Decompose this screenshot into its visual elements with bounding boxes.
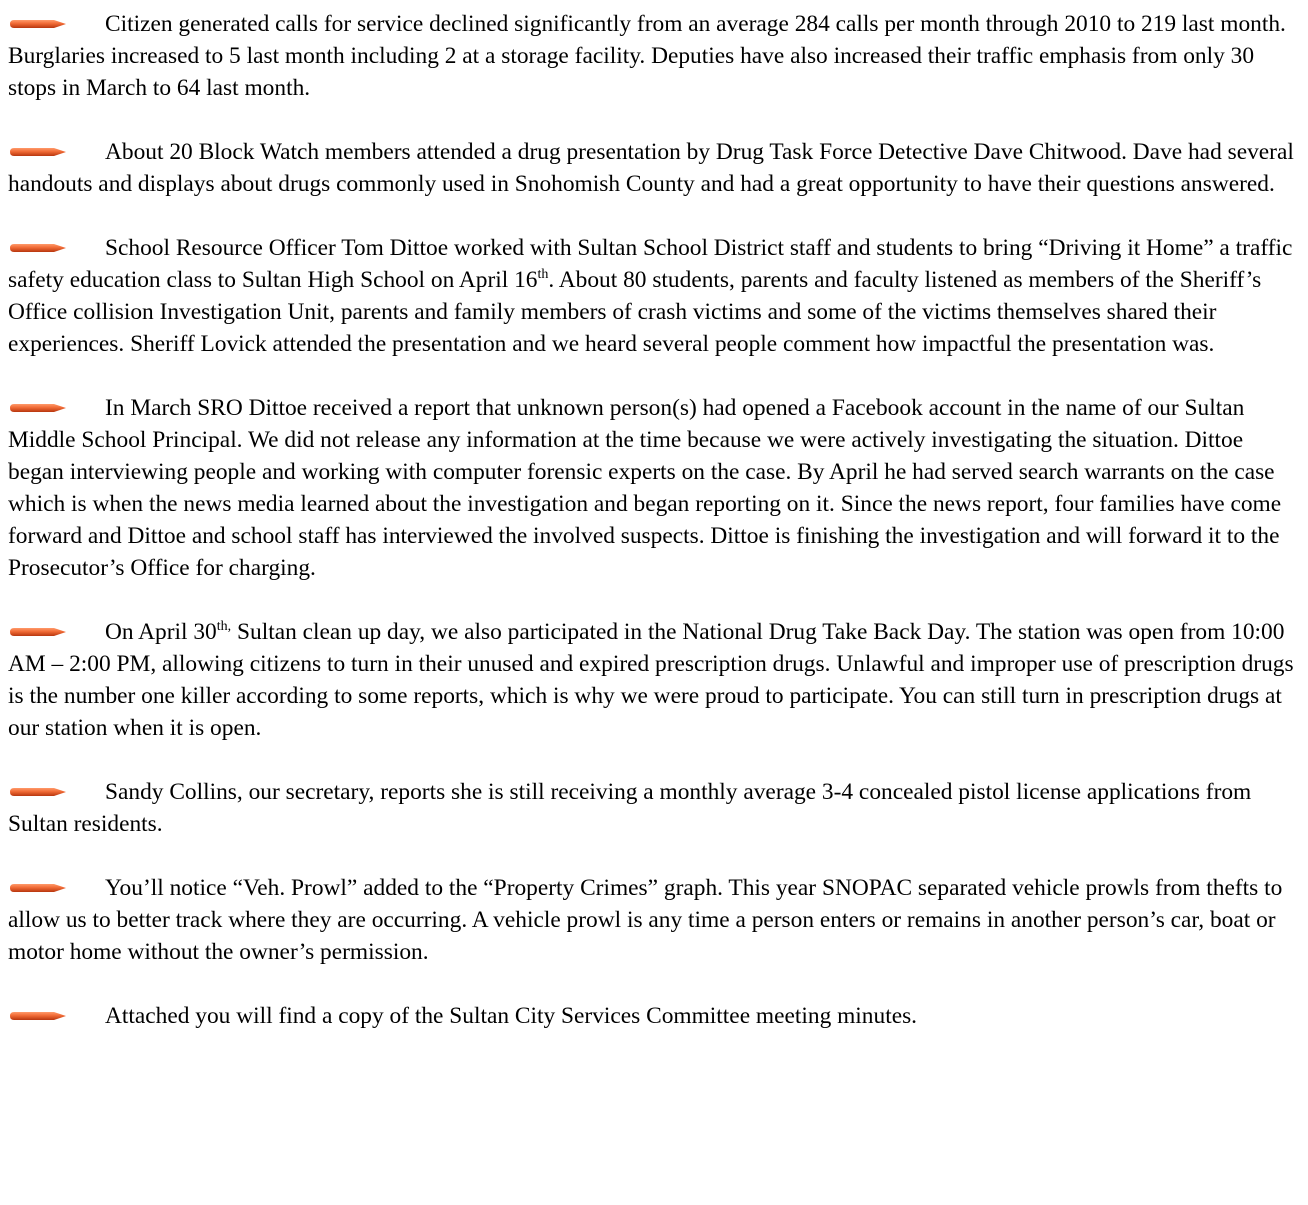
red-arrow-bullet-icon xyxy=(8,242,70,254)
bullet-item-text: About 20 Block Watch members attended a drug presentation by Drug Task Force Detective Dave Chitwood. Dave had several handouts and displays about drugs commonly used in Snohomish County and had a great opportunity to have their questions answered. xyxy=(8,139,1294,197)
bullet-item-calls-for-service xyxy=(8,8,1302,104)
bullet-item-drug-take-back xyxy=(8,616,1302,744)
bullet-item-text-continued: Sultan clean up day, we also participated in the National Drug Take Back Day. The station was open from 10:00 AM – 2:00 PM, allowing citizens to turn in their unused and expired prescription drugs. Unlawful and improper use of prescription drugs is the number one killer according to some reports, which is why we were proud to participate. You can still turn in prescription drugs at our station when it is open. xyxy=(8,619,1294,741)
red-arrow-bullet-icon xyxy=(8,626,70,638)
ordinal-suffix: th xyxy=(537,267,549,282)
bullet-item-meeting-minutes xyxy=(8,1000,1302,1032)
red-arrow-bullet-icon xyxy=(8,786,70,798)
bullet-item-text-continued: . About 80 students, parents and faculty listened as members of the Sheriff’s Office collision Investigation Unit, parents and family members of crash victims and some of the victims themselves shared their experiences. Sheriff Lovick attended the presentation and we heard several people comment how impactful the presentation was. xyxy=(8,267,1262,357)
bullet-item-text: You’ll notice “Veh. Prowl” added to the “Property Crimes” graph. This year SNOPAC separated vehicle prowls from thefts to allow us to better track where they are occurring. A vehicle prowl is any time a person enters or remains in another person’s car, boat or motor home without the owner’s permission. xyxy=(8,875,1283,965)
document-page xyxy=(8,8,1302,1032)
bullet-item-text: Attached you will find a copy of the Sultan City Services Committee meeting minutes. xyxy=(105,1003,918,1029)
red-arrow-bullet-icon xyxy=(8,18,70,30)
red-arrow-bullet-icon xyxy=(8,146,70,158)
bullet-item-concealed-pistol xyxy=(8,776,1302,840)
bullet-item-block-watch xyxy=(8,136,1302,200)
bullet-item-text: Sandy Collins, our secretary, reports she is still receiving a monthly average 3-4 concealed pistol license applications from Sultan residents. xyxy=(8,779,1252,837)
red-arrow-bullet-icon xyxy=(8,882,70,894)
bullet-item-text: Citizen generated calls for service declined significantly from an average 284 calls per month through 2010 to 219 last month. Burglaries increased to 5 last month including 2 at a storage facility. Deputies have also increased their traffic emphasis from only 30 stops in March to 64 last month. xyxy=(8,11,1286,101)
ordinal-suffix: th, xyxy=(216,619,232,634)
bullet-item-text: School Resource Officer Tom Dittoe worked with Sultan School District staff and students to bring “Driving it Home” a traffic safety education class to Sultan High School on April 16 xyxy=(8,235,1293,293)
bullet-item-text: On April 30 xyxy=(105,619,217,645)
bullet-item-driving-it-home xyxy=(8,232,1302,360)
bullet-item-facebook-investigation xyxy=(8,392,1302,584)
red-arrow-bullet-icon xyxy=(8,1010,70,1022)
bullet-item-vehicle-prowl xyxy=(8,872,1302,968)
red-arrow-bullet-icon xyxy=(8,402,70,414)
bullet-item-text: In March SRO Dittoe received a report that unknown person(s) had opened a Facebook account in the name of our Sultan Middle School Principal. We did not release any information at the time because we were actively investigating the situation. Dittoe began interviewing people and working with computer forensic experts on the case. By April he had served search warrants on the case which is when the news media learned about the investigation and began reporting on it. Since the news report, four families have come forward and Dittoe and school staff has interviewed the involved suspects. Dittoe is finishing the investigation and will forward it to the Prosecutor’s Office for charging. xyxy=(8,395,1282,581)
